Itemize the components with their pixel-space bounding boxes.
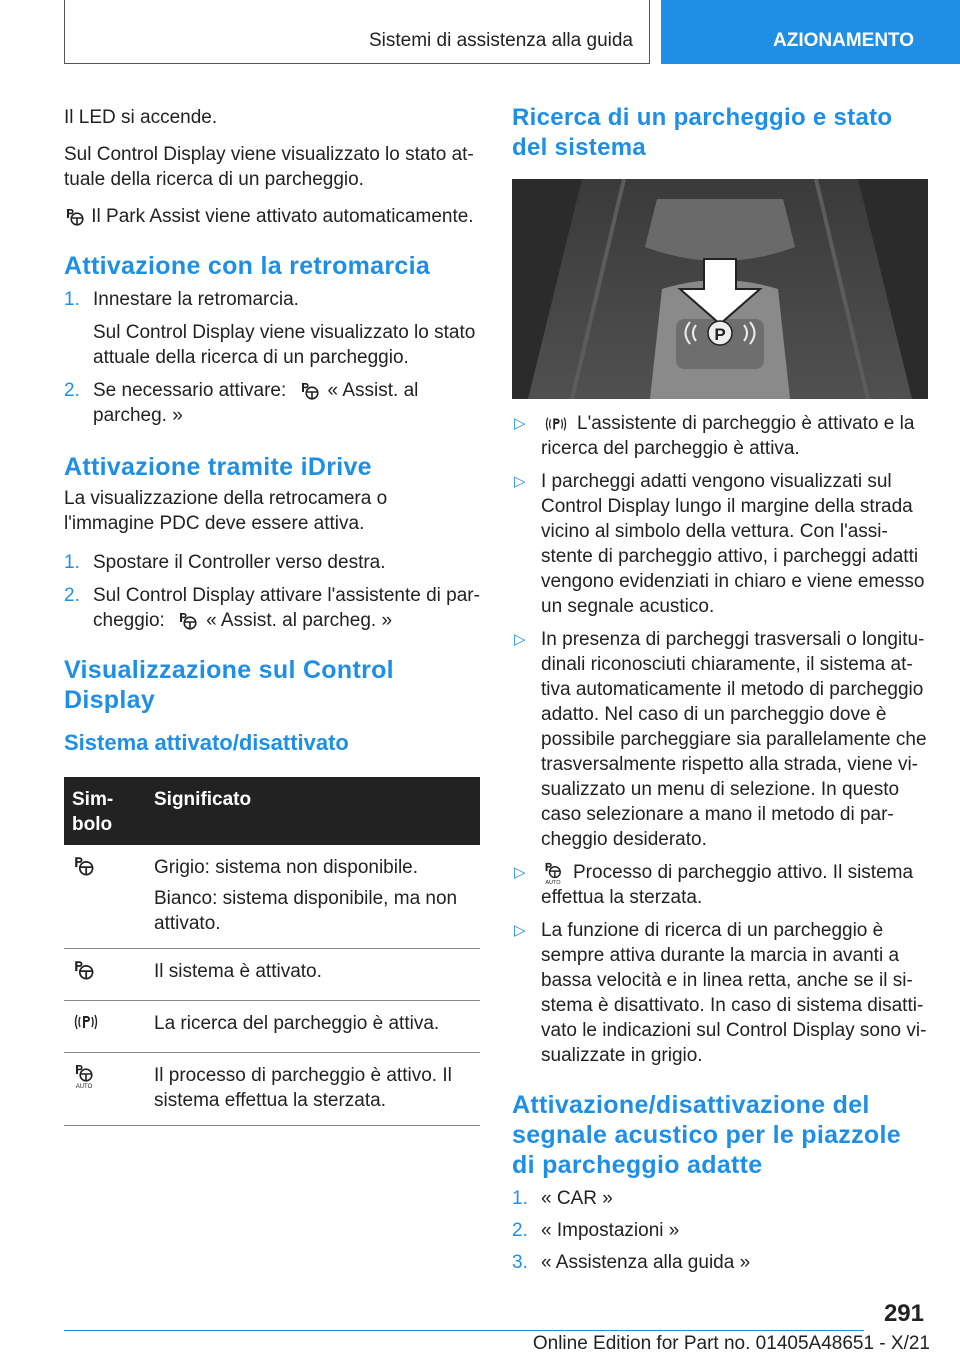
park-assist-active-icon	[72, 959, 96, 981]
menu-item-label: « Assist. al	[327, 380, 419, 401]
heading-ricerca: Ricerca di un parcheggio e stato del sistema	[512, 104, 893, 161]
list-item-text: Processo di parcheggio attivo. Il sistema effettua la sterzata.	[541, 862, 914, 908]
right-column	[512, 103, 928, 1275]
list-item	[512, 411, 928, 461]
step-idrive-2	[64, 583, 480, 633]
paragraph-auto	[64, 204, 480, 229]
steps-list	[512, 1186, 928, 1275]
step-number: 1.	[512, 1188, 528, 1209]
park-assist-icon	[64, 207, 86, 227]
step-text: Se necessario attivare:	[93, 380, 287, 401]
list-item-text: La funzione di ricerca di un parcheggio è sempre attiva durante la marcia in avanti a bassa velocità e in linea retta, anche se il si-stema è disattivato. In caso di sistema disatti-vato le indicazioni sul Control Display sono vi-sualizzate in grigio.	[541, 920, 927, 1066]
table-cell-text: Grigio: sistema non disponibile.	[154, 857, 419, 878]
park-assist-icon	[298, 381, 322, 401]
menu-item-label-cont: parcheg. »	[93, 405, 183, 426]
bullet-list	[512, 411, 928, 1068]
table-header-row	[64, 777, 480, 845]
parking-search-icon	[72, 1011, 100, 1033]
bullet-marker: ▷	[514, 415, 526, 432]
heading-retromarcia: Attivazione con la retromarcia	[64, 252, 431, 280]
bullet-marker: ▷	[514, 864, 526, 881]
parking-p-label: P	[714, 325, 726, 344]
running-header-box	[64, 0, 650, 64]
step-number: 1.	[64, 552, 80, 573]
paragraph-led: Il LED si accende.	[64, 107, 218, 128]
heading-sistema: Sistema attivato/disattivato	[64, 730, 349, 755]
step-number: 2.	[64, 585, 80, 606]
table-cell-text: La ricerca del parcheggio è attiva.	[146, 1001, 480, 1053]
park-assist-icon	[72, 855, 96, 877]
paragraph-status-line2: tuale della ricerca di un parcheggio.	[64, 169, 364, 190]
list-item	[512, 860, 928, 910]
park-assist-icon	[176, 611, 200, 631]
table-header-meaning: Significato	[146, 777, 480, 845]
list-item-text: In presenza di parcheggi trasversali o longitu-dinali riconosciuti chiaramente, il sistema at-tiva automaticamente il metodo di parcheggio adatto. Nel caso di un parcheggio dove è possibile parcheggiare sia parallelamente che trasversalmente rispetto alla strada, viene vi-sualizzato un menu di selezione. In questo caso selezionare a mano il metodo di par-cheggio desiderato.	[541, 629, 927, 850]
edition-note: Online Edition for Part no. 01405A48651 - X/21	[532, 1333, 930, 1354]
auto-label: AUTO	[545, 880, 561, 885]
step-3	[512, 1250, 928, 1275]
heading-visualizzazione: Visualizzazione sul Control Display	[64, 656, 394, 714]
step-subtext: Sul Control Display viene visualizzato lo stato attuale della ricerca di un parcheggio.	[93, 322, 476, 368]
table-header-symbol: Sim- bolo	[64, 777, 146, 845]
table-cell-text: Il processo di parcheggio è attivo. Il sistema effettua la sterzata.	[146, 1053, 480, 1126]
step-idrive-1	[64, 550, 480, 575]
table-row	[64, 845, 480, 949]
park-assist-auto-icon	[72, 1063, 96, 1089]
auto-label: AUTO	[75, 1084, 93, 1089]
step-retro-1	[64, 287, 480, 370]
table-cell-text: Bianco: sistema disponibile, ma non attivato.	[154, 888, 458, 934]
bullet-marker: ▷	[514, 922, 526, 939]
table-row	[64, 949, 480, 1001]
paragraph-status-line1: Sul Control Display viene visualizzato lo stato at-	[64, 144, 474, 165]
step-text-cont: cheggio:	[93, 610, 165, 631]
menu-item-label: « Assist. al parcheg. »	[206, 610, 393, 631]
heading-idrive: Attivazione tramite iDrive	[64, 453, 372, 481]
list-item-text: L'assistente di parcheggio è attivato e la ricerca del parcheggio è attiva.	[541, 413, 915, 459]
step-text: Innestare la retromarcia.	[93, 289, 299, 310]
page-number: 291	[883, 1300, 924, 1327]
symbol-table	[64, 777, 480, 1126]
chapter-tab	[661, 0, 960, 64]
step-text: Spostare il Controller verso destra.	[93, 552, 386, 573]
table-cell-text: Il sistema è attivato.	[146, 949, 480, 1001]
step-2	[512, 1218, 928, 1243]
step-number: 2.	[512, 1220, 528, 1241]
step-text: Sul Control Display attivare l'assistente di par-	[93, 585, 480, 606]
footer-divider	[64, 1330, 864, 1331]
step-text: « Assistenza alla guida »	[541, 1252, 751, 1273]
step-1	[512, 1186, 928, 1211]
parking-search-icon	[541, 414, 571, 434]
heading-segnale: Attivazione/disattivazione del segnale acustico per le piazzole di parcheggio adatte	[512, 1091, 901, 1179]
step-text: « Impostazioni »	[541, 1220, 680, 1241]
list-item	[512, 627, 928, 852]
step-number: 1.	[64, 289, 80, 310]
paragraph-idrive: La visualizzazione della retrocamera o l'immagine PDC deve essere attiva.	[64, 488, 388, 534]
step-number: 3.	[512, 1252, 528, 1273]
list-item	[512, 918, 928, 1068]
step-retro-2	[64, 378, 480, 428]
parking-display-image	[512, 179, 928, 399]
bullet-marker: ▷	[514, 631, 526, 648]
table-row	[64, 1053, 480, 1126]
table-row	[64, 1001, 480, 1053]
bullet-marker: ▷	[514, 473, 526, 490]
list-item	[512, 469, 928, 619]
running-header-section: Sistemi di assistenza alla guida	[368, 30, 633, 51]
chapter-tab-label: AZIONAMENTO	[773, 30, 915, 51]
step-text: « CAR »	[541, 1188, 613, 1209]
left-column	[64, 105, 480, 1126]
park-assist-auto-icon	[541, 861, 565, 885]
paragraph-auto-text: Il Park Assist viene attivato automaticamente.	[91, 206, 474, 227]
step-number: 2.	[64, 380, 80, 401]
list-item-text: I parcheggi adatti vengono visualizzati sul Control Display lungo il margine della strada vicino al simbolo della vettura. Con l'assi-stente di parcheggio attivo, i parcheggi adatti vengono evidenziati in chiaro e viene emesso un segnale acustico.	[541, 471, 925, 617]
